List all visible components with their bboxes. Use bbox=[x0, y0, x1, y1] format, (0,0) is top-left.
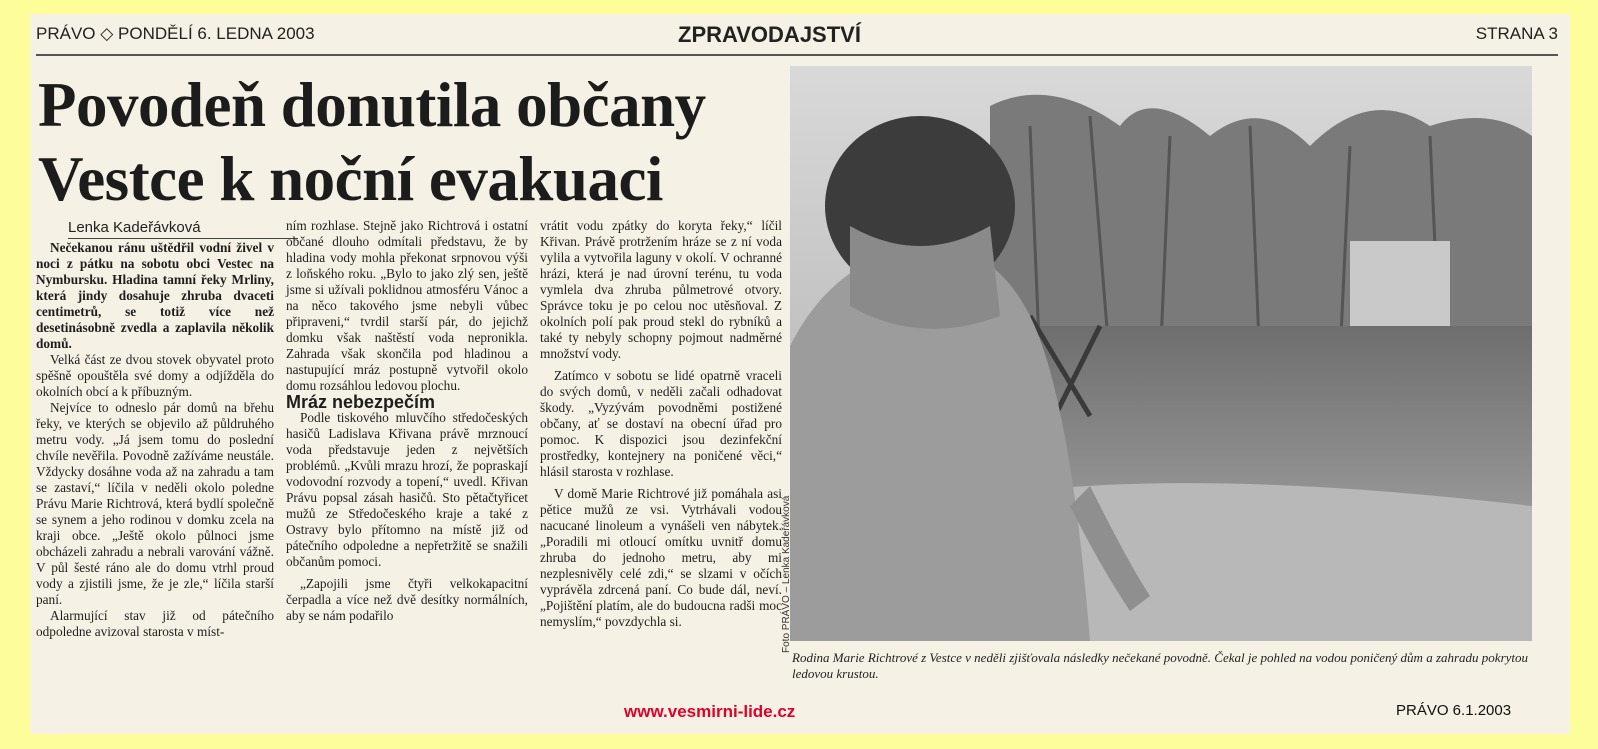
paragraph: Zatímco v sobotu se lidé opatrně vraceli do svých domů, v neděli začali odhadovat škody. „Vyzývám povodněmi postižené občany, ať se dostaví na obecní úřad pro pomoc. K dispozici jsou dezinfekční prostředky, kontejnery na poničené věci,“ hlásil starosta v rozhlase. bbox=[540, 368, 782, 479]
header-publication-date: PRÁVO ◇ PONDĚLÍ 6. LEDNA 2003 bbox=[36, 24, 315, 43]
paragraph: V domě Marie Richtrové již pomáhala asi pětice mužů ze vsi. Vytrhávali vodou nacucané linoleum a vynášeli ven nábytek. „Poradili mi otloucí omítku uvnitř domu zhruba do jednoho metru, aby mi nezplesnivěly celé zdi,“ se slzami v očích vyprávěla zdrcená paní. Co bude dál, neví. „Pojištění platím, ale do budoucna radši moc nemyslím,“ povzdychla si. bbox=[540, 486, 782, 629]
article-column-1 bbox=[36, 240, 274, 640]
article-column-2 bbox=[286, 218, 528, 624]
source-website-link[interactable]: www.vesmirni-lide.cz bbox=[624, 702, 796, 721]
article-photo bbox=[790, 66, 1532, 641]
photo-caption: Rodina Marie Richtrové z Vestce v neděli zjišťovala následky nečekané povodně. Čekal je pohled na vodou poničený dům a zahradu pokrytou ledovou krustou. bbox=[792, 650, 1529, 681]
photo-credit: Foto PRÁVO – Lenka Kadeřávková bbox=[781, 495, 792, 653]
header-page-number: STRANA 3 bbox=[1475, 24, 1558, 43]
paragraph: Nejvíce to odneslo pár domů na břehu řeky, ve kterých se objevilo až půldruhého metru vody. „Já jsem tomu do poslední chvíle nevěřila. Povodně zažíváme neustále. Vždycky dosáhne voda až na zahradu a tam se zastaví,“ líčila v neděli okolo poledne Právu Marie Richtrová, která bydlí společně se synem a jeho rodinou v domku zcela na kraji obce. „Ještě okolo půlnoci jsme obcházeli zahradu a nebrali varování vážně. V půl šesté ráno ale do domu vtrhl proud vody a zjistili jsme, že je zle,“ líčila starší paní. bbox=[36, 400, 274, 607]
page-header bbox=[36, 20, 1558, 50]
header-divider bbox=[36, 54, 1558, 56]
article-byline: Lenka Kadeřávková bbox=[68, 219, 298, 239]
article-lead: Nečekanou ránu uštědřil vodní živel v noci z pátku na sobotu obci Vestec na Nymbursku. Hladina tamní řeky Mrliny, která jindy dosahuje zhruba dvaceti centimetrů, se totiž více než desetinásobně zvedla a zaplavila několik domů. bbox=[36, 240, 274, 351]
paragraph: ním rozhlase. Stejně jako Richtrová i ostatní občané dlouho odmítali představu, že by hladina vody mohla překonat srpnovou výši z loňského roku. „Bylo to jako zlý sen, ještě jsme si užívali poklidnou atmosféru Vánoc a na něco takového jsme nebyli vůbec připraveni,“ tvrdil starší pár, do jejichž domku však naštěstí voda nepronikla. Zahrada však skončila pod hladinou a nastupující mráz postupně vytvořil okolo domu rozsáhlou ledovou plochu. bbox=[286, 218, 528, 393]
headline-line-2: Vestce k noční evakuaci bbox=[38, 144, 663, 214]
paragraph: Podle tiskového mluvčího středočeských hasičů Ladislava Křivana právě mrznoucí voda představuje jeden z největších problémů. „Kvůli mrazu hrozí, že popraskají vodovodní rozvody a topení,“ uvedl. Křivan Právu popsal zásah hasičů. Sto pětačtyřicet mužů ze Středočeského kraje a také z Ostravy bylo přítomno na místě již od pátečního odpoledne a nepřetržitě se snažili občanům pomoci. bbox=[286, 410, 528, 569]
article-column-3 bbox=[540, 218, 782, 630]
paragraph: „Zapojili jsme čtyři velkokapacitní čerpadla a více než dvě desítky normálních, aby se nám podařilo bbox=[286, 576, 528, 623]
article-subhead: Mráz nebezpečím bbox=[286, 392, 436, 412]
flood-photo-illustration bbox=[790, 66, 1532, 641]
newspaper-clipping bbox=[30, 14, 1570, 734]
headline-line-1: Povodeň donutila občany bbox=[38, 70, 706, 140]
source-date: PRÁVO 6.1.2003 bbox=[1396, 702, 1512, 719]
paragraph: Alarmující stav již od pátečního odpoledne avizoval starosta v míst- bbox=[36, 608, 274, 639]
paragraph: vrátit vodu zpátky do koryta řeky,“ líčil Křivan. Právě protržením hráze se z ní voda vylila a vytvořila laguny v okolí. V ochranné hrázi, která je nad úrovní terénu, tu voda vymlela dva zhruba půlmetrové otvory. Správce toku je po celou noc utěsňoval. Z okolních polí pak proud stekl do rybníků a také ty nebyly schopny pojmout nadměrné množství vody. bbox=[540, 218, 782, 361]
header-section: ZPRAVODAJSTVÍ bbox=[678, 22, 861, 47]
paragraph: Velká část ze dvou stovek obyvatel proto spěšně opouštěla své domy a odjížděla do okolních obcí a k příbuzným. bbox=[36, 352, 274, 399]
article-headline bbox=[38, 68, 798, 216]
